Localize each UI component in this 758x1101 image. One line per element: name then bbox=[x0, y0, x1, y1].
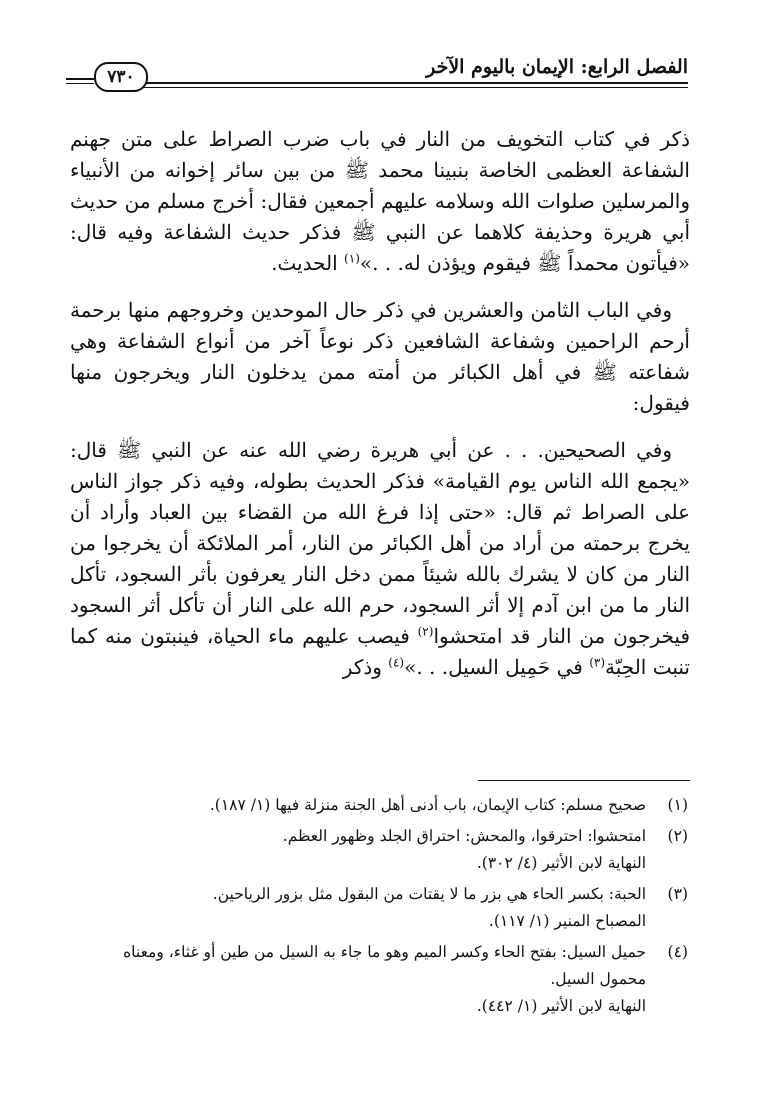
header-rule bbox=[143, 82, 688, 88]
footnote-number: (٢) bbox=[667, 827, 688, 845]
footnote-ref: (٣) bbox=[589, 655, 606, 670]
footnote-ref: (٢) bbox=[417, 624, 434, 639]
main-text bbox=[70, 124, 690, 699]
footnote-ref: (١) bbox=[344, 251, 360, 266]
footnote-line: حميل السيل: بفتح الحاء وكسر الميم وهو ما جاء به السيل من طين أو غثاء، ومعناه محمول السيل. bbox=[123, 943, 646, 988]
paragraph bbox=[70, 295, 690, 419]
footnote-source: المصباح المنير (١/ ١١٧). bbox=[488, 912, 646, 930]
paragraph bbox=[70, 435, 690, 683]
footnote-line: الحبة: بكسر الحاء هي بزر ما لا يقتات من البقول مثل بزور الرياحين. bbox=[212, 885, 646, 903]
paragraph-text: فيصب عليهم ماء الحياة، فينبتون منه كما تنبت الحِبّة bbox=[70, 624, 690, 679]
paragraph-text: ذكر في كتاب التخويف من النار في باب ضرب الصراط على متن جهنم الشفاعة العظمى الخاصة بنبينا محمد ﷺ من بين سائر إخوانه من الأنبياء والمرسلين صلوات الله وسلامه عليهم أجمعين فقال: أخرج مسلم من حديث أبي هريرة وحذيفة كلاهما عن النبي ﷺ فذكر حديث الشفاعة وفيه قال: «فيأتون محمداً ﷺ فيقوم ويؤذن له. . .» bbox=[70, 127, 690, 275]
paragraph-tail: الحديث. bbox=[271, 251, 345, 275]
footnote-line: امتحشوا: احترقوا، والمحش: احتراق الجلد وظهور العظم. bbox=[282, 827, 646, 845]
paragraph-text: وفي الباب الثامن والعشرين في ذكر حال الموحدين وخروجهم منها برحمة أرحم الراحمين وشفاعة الشافعين ذكر نوعاً آخر من أنواع الشفاعة وهي شفاعته ﷺ في أهل الكبائر من أمته ممن يدخلون النار ويخرجون منها فيقول: bbox=[70, 298, 690, 415]
footnote-number: (٣) bbox=[667, 885, 688, 903]
footnote bbox=[80, 823, 688, 877]
footnote-separator bbox=[478, 780, 690, 781]
paragraph-text: وفي الصحيحين. . . عن أبي هريرة رضي الله عنه عن النبي ﷺ قال: «يجمع الله الناس يوم القيامة» فذكر الحديث بطوله، وفيه ذكر جواز الناس على الصراط ثم قال: «حتى إذا فرغ الله من القضاء بين العباد وأراد أن يخرج برحمته من أراد من أهل الكبائر من النار، أمر الملائكة أن يخرجوا من النار من كان لا يشرك بالله شيئاً ممن دخل النار يعرفون بأثر السجود، تأكل النار ما من ابن آدم إلا أثر السجود، حرم الله على النار أن تأكل أثر السجود فيخرجون من النار قد امتحشوا bbox=[70, 438, 690, 648]
paragraph bbox=[70, 124, 690, 279]
footnote-number: (١) bbox=[667, 796, 688, 814]
footnote bbox=[80, 881, 688, 935]
running-header bbox=[66, 52, 688, 96]
footnotes bbox=[80, 792, 688, 1024]
page-number: ٧٣٠ bbox=[94, 62, 148, 92]
footnote-source: النهاية لابن الأثير (١/ ٤٤٢). bbox=[476, 997, 646, 1015]
footnote bbox=[80, 939, 688, 1020]
footnote bbox=[80, 792, 688, 819]
paragraph-tail: وذكر bbox=[342, 655, 389, 679]
header-rule-left bbox=[66, 78, 94, 84]
chapter-title: الفصل الرابع: الإيمان باليوم الآخر bbox=[426, 56, 688, 78]
footnote-number: (٤) bbox=[667, 943, 688, 961]
footnote-line: صحيح مسلم: كتاب الإيمان، باب أدنى أهل الجنة منزلة فيها (١/ ١٨٧). bbox=[209, 796, 646, 814]
footnote-source: النهاية لابن الأثير (٤/ ٣٠٢). bbox=[476, 854, 646, 872]
footnote-ref: (٤) bbox=[388, 655, 405, 670]
paragraph-text: في حَمِيل السيل. . .» bbox=[404, 655, 590, 679]
